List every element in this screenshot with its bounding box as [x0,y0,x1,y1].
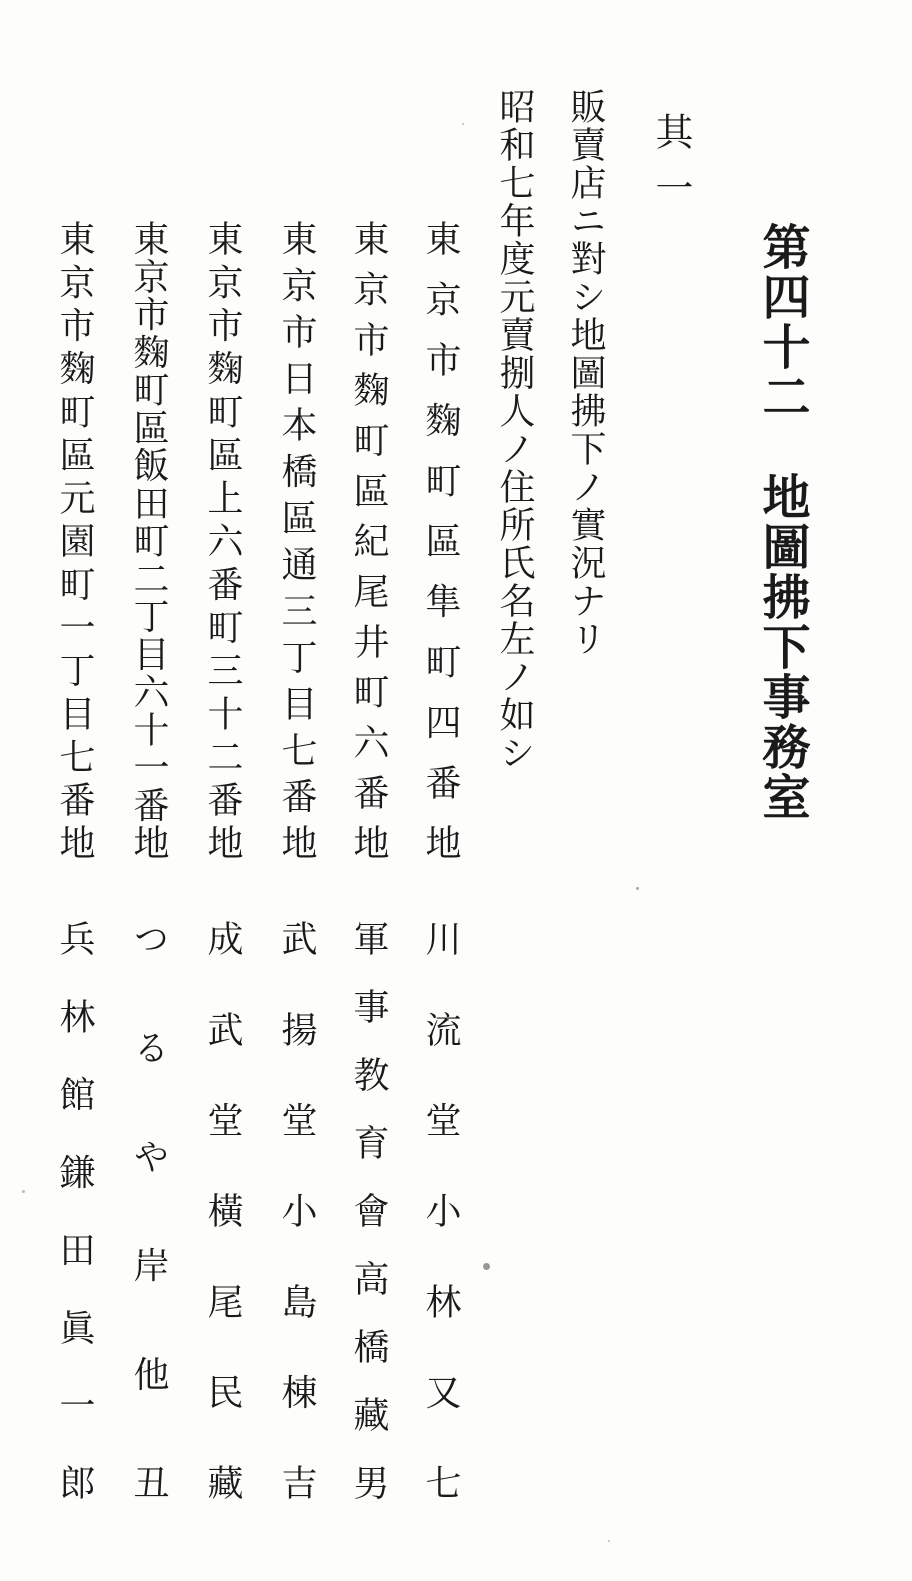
entry-name: つるや岸他丑 [128,920,169,1500]
entry-name: 成武堂橫尾民藏 [202,920,243,1500]
entry-name: 軍事教育會高橋藏男 [348,920,389,1500]
scan-speck [608,1540,610,1542]
entry-address: 東京市麴町區飯田町二丁目六十一番地 [128,220,169,860]
entry-name: 武揚堂小島棟吉 [276,920,317,1500]
section-label: 其一 [649,112,693,224]
chapter-title: 第四十二 地圖拂下事務室 [754,222,810,822]
entry-address: 東京市麴町區上六番町三十二番地 [202,220,243,860]
scan-speck [462,123,464,125]
scan-speck [483,1263,490,1270]
entry-address: 東京市麴町區元園町一丁目七番地 [54,220,95,860]
intro-line: 販賣店ニ對シ地圖拂下ノ實況ナリ [565,88,606,658]
scan-speck [636,887,639,890]
entry-address: 東京市麴町區紀尾井町六番地 [348,220,389,860]
entry-name: 川流堂小林又七 [420,920,461,1500]
scan-speck [22,1190,25,1193]
entry-name: 兵林館鎌田眞一郎 [54,920,95,1500]
entry-address: 東京市日本橋區通三丁目七番地 [276,220,317,860]
entry-address: 東京市麴町區隼町四番地 [420,220,461,860]
intro-line: 昭和七年度元賣捌人ノ住所氏名左ノ如シ [494,88,535,772]
